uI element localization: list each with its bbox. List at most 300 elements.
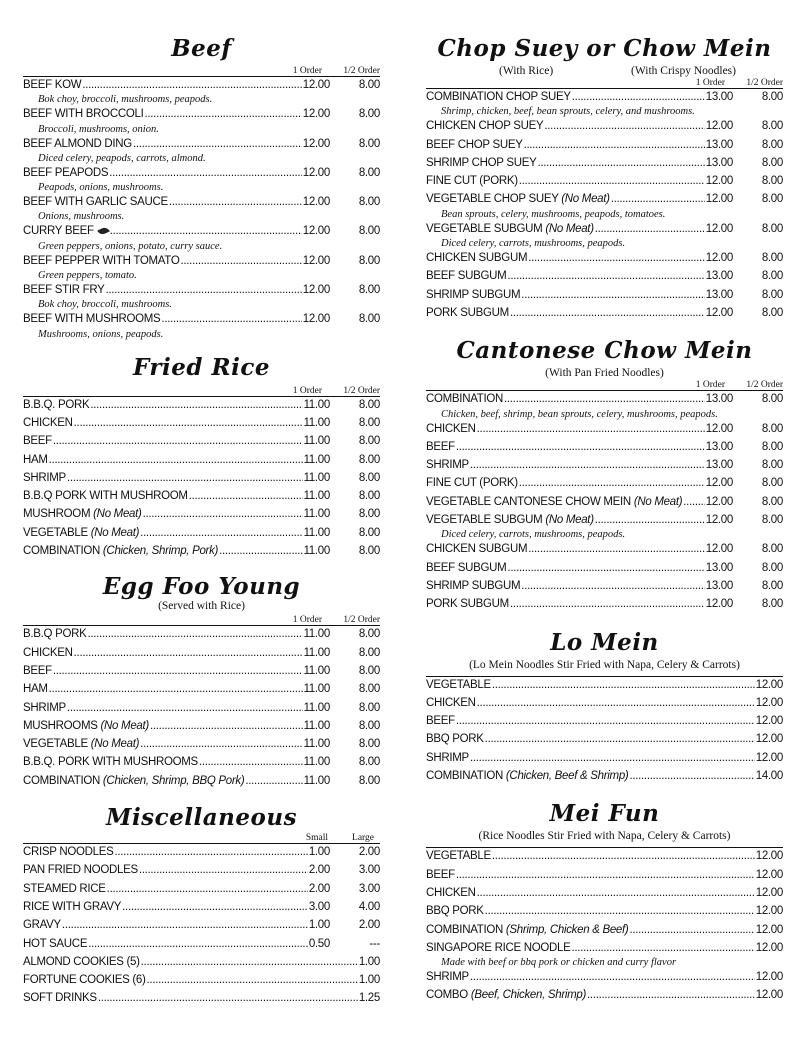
item-name xyxy=(426,91,571,103)
item-name-text: BEEF WITH GARLIC SAUCE xyxy=(23,196,168,209)
leader-dots xyxy=(62,919,308,931)
item-name xyxy=(426,733,484,745)
item-name xyxy=(23,435,52,447)
price-primary: 11.00 xyxy=(303,435,330,448)
price-secondary: 8.00 xyxy=(761,138,783,151)
price-secondary: 8.00 xyxy=(761,440,783,453)
price-primary: 1.00 xyxy=(308,846,330,859)
leader-dots xyxy=(470,459,705,471)
item-name xyxy=(426,514,594,526)
leader-dots xyxy=(161,313,301,325)
item-name-text: SHRIMP xyxy=(23,471,66,484)
item-description: Peapods, onions, mushrooms. xyxy=(38,182,164,194)
item-name-text: BBQ PORK xyxy=(426,905,484,918)
price-secondary: 8.00 xyxy=(761,393,783,406)
item-name xyxy=(426,393,503,405)
price-secondary: --- xyxy=(369,937,380,950)
item-name-text: BEEF WITH MUSHROOMS xyxy=(23,313,161,326)
menu-item xyxy=(426,496,783,514)
price-primary: 11.00 xyxy=(303,756,330,769)
item-description: Broccoli, mushrooms, onion. xyxy=(38,123,159,135)
item-name xyxy=(426,120,543,132)
price-primary: 2.00 xyxy=(308,882,330,895)
leader-dots xyxy=(74,647,303,659)
price: 12.00 xyxy=(755,733,783,746)
item-name xyxy=(426,477,518,489)
item-name xyxy=(23,138,132,150)
price-primary: 13.00 xyxy=(705,459,733,472)
section-title: Mei Fun xyxy=(549,800,660,828)
item-note: (No Meat) xyxy=(90,526,140,539)
item-name-text: PORK SUBGUM xyxy=(426,306,509,319)
price-secondary: 8.00 xyxy=(358,508,380,521)
item-name-text: CHICKEN xyxy=(23,646,73,659)
price-secondary: 8.00 xyxy=(358,664,380,677)
item-name-text: CHICKEN xyxy=(426,696,476,709)
price-secondary: 8.00 xyxy=(358,196,380,209)
item-name-text: CURRY BEEF xyxy=(23,225,94,238)
menu-item xyxy=(426,157,783,175)
item-name-text: B.B.Q PORK WITH MUSHROOM xyxy=(23,490,188,503)
item-name xyxy=(426,770,628,782)
menu-item xyxy=(23,720,380,738)
column-headers xyxy=(23,66,380,76)
item-name-text: SHRIMP xyxy=(23,701,66,714)
leader-dots xyxy=(572,942,755,954)
menu-item xyxy=(23,919,380,937)
leader-dots xyxy=(219,545,302,557)
price-secondary: 8.00 xyxy=(358,225,380,238)
leader-dots xyxy=(140,738,302,750)
price-secondary: 8.00 xyxy=(761,459,783,472)
menu-item xyxy=(426,850,783,868)
leader-dots xyxy=(90,399,302,411)
price-primary: 2.00 xyxy=(308,864,330,877)
item-name xyxy=(23,956,140,968)
item-description: Bok choy, broccoli, mushrooms, peapods. xyxy=(38,94,213,106)
leader-dots xyxy=(510,307,705,319)
header-large: Large xyxy=(352,833,374,844)
item-name xyxy=(23,665,52,677)
leader-dots xyxy=(492,679,755,691)
price-secondary: 8.00 xyxy=(761,222,783,235)
item-name-text: BEEF WITH BROCCOLI xyxy=(23,108,144,121)
item-name xyxy=(426,869,455,881)
item-name-text: BEEF STIR FRY xyxy=(23,284,105,297)
price-secondary: 8.00 xyxy=(761,477,783,490)
item-name xyxy=(23,284,105,296)
item-note: (No Meat) xyxy=(545,222,594,235)
menu-item xyxy=(426,139,783,157)
menu-item xyxy=(426,175,783,193)
item-name-text: BEEF SUBGUM xyxy=(426,561,507,574)
menu-item xyxy=(23,545,380,563)
item-name xyxy=(426,289,520,301)
item-name-text: CHICKEN xyxy=(23,416,73,429)
price-secondary: 8.00 xyxy=(358,719,380,732)
price-secondary: 8.00 xyxy=(761,543,783,556)
price-primary: 12.00 xyxy=(705,222,733,235)
leader-dots xyxy=(507,270,704,282)
menu-item xyxy=(23,846,380,864)
item-name xyxy=(23,313,160,325)
price-secondary: 4.00 xyxy=(358,900,380,913)
item-name-text: B.B.Q. PORK WITH MUSHROOMS xyxy=(23,756,198,769)
item-name-text: STEAMED RICE xyxy=(23,882,106,895)
column-headers xyxy=(23,386,380,396)
item-name-text: CRISP NOODLES xyxy=(23,846,114,859)
item-description: Bean sprouts, celery, mushrooms, peapods, tomatoes. xyxy=(441,208,666,220)
item-note: (Chicken, Shrimp, BBQ Pork) xyxy=(102,774,245,787)
leader-dots xyxy=(510,598,705,610)
leader-dots xyxy=(519,175,705,187)
item-name xyxy=(23,108,143,120)
price-primary: 11.00 xyxy=(303,664,330,677)
item-name-text: FINE CUT (PORK) xyxy=(426,175,518,188)
item-name xyxy=(426,598,509,610)
price-secondary: 8.00 xyxy=(761,91,783,103)
price-primary: 11.00 xyxy=(303,471,330,484)
price: 12.00 xyxy=(755,850,783,863)
item-name-text: COMBINATION xyxy=(23,545,100,558)
item-name-text: COMBINATION xyxy=(426,770,503,783)
menu-list xyxy=(23,399,380,564)
item-name-text: COMBINATION xyxy=(426,923,503,936)
leader-dots xyxy=(53,665,303,677)
price-primary: 13.00 xyxy=(705,270,733,283)
price-secondary: 8.00 xyxy=(761,120,783,133)
item-name-text: RICE WITH GRAVY xyxy=(23,900,122,913)
price-primary: 12.00 xyxy=(705,306,733,319)
item-name-text: BEEF xyxy=(426,440,455,453)
price-secondary: 8.00 xyxy=(358,683,380,696)
miscellaneous-section xyxy=(23,805,380,1011)
fried-rice-section xyxy=(23,355,380,564)
leader-dots xyxy=(98,992,358,1004)
item-name-text: SHRIMP SUBGUM xyxy=(426,579,521,592)
item-description: Shrimp, chicken, beef, bean sprouts, celery, and mushrooms. xyxy=(441,106,695,118)
price-secondary: 8.00 xyxy=(358,137,380,150)
leader-dots xyxy=(74,417,303,429)
divider xyxy=(426,847,783,848)
item-name-text: CHICKEN xyxy=(426,422,476,435)
price-primary: 11.00 xyxy=(303,774,330,787)
leader-dots xyxy=(595,223,705,235)
price-secondary: 8.00 xyxy=(358,254,380,267)
item-description: Onions, mushrooms. xyxy=(38,211,125,223)
menu-list xyxy=(426,393,783,616)
leader-dots xyxy=(189,490,303,502)
section-title: Cantonese Chow Mein xyxy=(456,337,753,365)
item-name xyxy=(426,752,469,764)
header-1-order: 1 Order xyxy=(695,78,725,88)
chop-suey-section xyxy=(426,36,783,325)
section-subtitle xyxy=(426,65,783,78)
item-name-text: COMBO xyxy=(426,989,468,1002)
price-primary: 12.00 xyxy=(302,225,330,238)
item-name xyxy=(426,989,586,1001)
menu-item xyxy=(426,869,783,887)
price-primary: 13.00 xyxy=(705,393,733,406)
menu-item xyxy=(426,270,783,288)
item-name xyxy=(426,423,476,435)
item-name-text: SHRIMP CHOP SUEY xyxy=(426,156,537,169)
subtitle-left: (With Rice) xyxy=(499,65,554,77)
leader-dots xyxy=(629,770,754,782)
header-half-order: 1/2 Order xyxy=(746,380,783,391)
price-primary: 11.00 xyxy=(303,508,330,521)
item-name-text: VEGETABLE xyxy=(23,738,88,751)
price: 12.00 xyxy=(755,923,783,936)
column-headers xyxy=(23,615,380,625)
item-name xyxy=(426,270,506,282)
leader-dots xyxy=(150,720,303,732)
item-name xyxy=(23,399,89,411)
item-name xyxy=(23,225,109,237)
item-note: (Shrimp, Chicken & Beef) xyxy=(505,923,629,936)
header-1-order: 1 Order xyxy=(292,615,322,626)
leader-dots xyxy=(521,289,704,301)
mei-fun-section xyxy=(426,801,783,1007)
menu-item xyxy=(426,971,783,989)
price: 14.00 xyxy=(755,770,783,783)
menu-item xyxy=(426,598,783,616)
item-name-text: SHRIMP xyxy=(426,459,469,472)
column-headers xyxy=(426,380,783,390)
leader-dots xyxy=(140,527,302,539)
price-primary: 11.00 xyxy=(303,683,330,696)
header-half-order: 1/2 Order xyxy=(343,385,380,396)
item-name-text: CHICKEN SUBGUM xyxy=(426,543,528,556)
item-name xyxy=(426,905,484,917)
item-name xyxy=(426,924,628,936)
leader-dots xyxy=(456,715,755,727)
header-1-order: 1 Order xyxy=(292,66,322,76)
leader-dots xyxy=(141,956,358,968)
section-title: Egg Foo Young xyxy=(102,573,301,601)
menu-item xyxy=(426,543,783,561)
price-secondary: 8.00 xyxy=(358,471,380,484)
beef-section xyxy=(23,36,380,343)
item-name xyxy=(426,942,571,954)
price-primary: 11.00 xyxy=(303,628,330,641)
price-primary: 11.00 xyxy=(303,646,330,659)
item-name-text: BEEF ALMOND DING xyxy=(23,137,132,150)
item-name-text: CHICKEN CHOP SUEY xyxy=(426,120,544,133)
header-small: Small xyxy=(305,833,328,844)
price-primary: 12.00 xyxy=(705,514,733,527)
price-secondary: 8.00 xyxy=(761,288,783,301)
menu-item xyxy=(23,508,380,526)
item-description: Mushrooms, onions, peapods. xyxy=(38,328,164,340)
divider xyxy=(426,676,783,677)
price-primary: 13.00 xyxy=(705,138,733,151)
price-secondary: 8.00 xyxy=(358,701,380,714)
price-primary: 13.00 xyxy=(705,440,733,453)
spicy-pepper-icon xyxy=(97,226,110,236)
item-name xyxy=(23,974,146,986)
leader-dots xyxy=(106,284,302,296)
item-name xyxy=(23,454,48,466)
leader-dots xyxy=(49,683,303,695)
leader-dots xyxy=(456,441,705,453)
item-name xyxy=(426,887,476,899)
header-half-order: 1/2 Order xyxy=(746,78,783,88)
right-column xyxy=(426,0,783,1008)
price: 12.00 xyxy=(755,971,783,984)
header-half-order: 1/2 Order xyxy=(343,66,380,76)
item-name-text: ALMOND COOKIES (5) xyxy=(23,955,140,968)
item-note: (No Meat) xyxy=(633,495,683,508)
menu-item xyxy=(426,289,783,307)
item-name-text: SOFT DRINKS xyxy=(23,992,97,1005)
price: 12.00 xyxy=(755,715,783,728)
subtitle-right: (With Crispy Noodles) xyxy=(631,65,736,77)
price-secondary: 8.00 xyxy=(358,490,380,503)
price-secondary: 8.00 xyxy=(761,579,783,592)
price-primary: 13.00 xyxy=(705,91,733,103)
menu-item xyxy=(426,924,783,942)
price-secondary: 8.00 xyxy=(358,628,380,641)
item-name xyxy=(426,139,523,151)
menu-item xyxy=(426,752,783,770)
menu-item xyxy=(23,399,380,417)
item-name-text: COMBINATION xyxy=(426,393,503,406)
menu-item xyxy=(426,989,783,1007)
leader-dots xyxy=(477,697,755,709)
leader-dots xyxy=(49,454,303,466)
item-description: Made with beef or bbq pork or chicken and curry flavor xyxy=(441,957,677,969)
leader-dots xyxy=(519,477,705,489)
price-primary: 12.00 xyxy=(705,175,733,188)
menu-item xyxy=(23,775,380,793)
item-name xyxy=(426,157,536,169)
egg-foo-young-section xyxy=(23,574,380,793)
leader-dots xyxy=(504,393,705,405)
item-name-text: PORK SUBGUM xyxy=(426,598,509,611)
leader-dots xyxy=(169,196,302,208)
price: 1.25 xyxy=(358,992,380,1005)
item-description: Bok choy, broccoli, mushrooms. xyxy=(38,299,172,311)
menu-item xyxy=(23,527,380,545)
item-name xyxy=(23,508,142,520)
item-note: (Chicken, Shrimp, Pork) xyxy=(102,545,219,558)
item-name xyxy=(23,79,81,91)
item-description: Diced celery, carrots, mushrooms, peapods. xyxy=(441,529,626,541)
section-title: Fried Rice xyxy=(133,353,270,381)
menu-item xyxy=(23,628,380,646)
item-name-text: VEGETABLE xyxy=(426,850,491,863)
item-name xyxy=(426,971,469,983)
item-name-text: VEGETABLE xyxy=(23,526,88,539)
price-primary: 12.00 xyxy=(705,477,733,490)
item-name xyxy=(426,175,518,187)
item-name xyxy=(23,883,106,895)
section-title: Lo Mein xyxy=(550,628,659,656)
leader-dots xyxy=(109,167,301,179)
price: 1.00 xyxy=(358,955,380,968)
leader-dots xyxy=(180,255,301,267)
menu-item xyxy=(426,679,783,697)
price-primary: 11.00 xyxy=(303,526,330,539)
item-description: Diced celery, carrots, mushrooms, peapods. xyxy=(441,238,626,250)
item-name-text: BEEF xyxy=(23,435,52,448)
item-name xyxy=(23,864,138,876)
item-name-text: BEEF PEPPER WITH TOMATO xyxy=(23,254,180,267)
item-name xyxy=(23,647,73,659)
item-name xyxy=(23,775,244,787)
item-name xyxy=(23,628,86,640)
item-name-text: B.B.Q PORK xyxy=(23,628,87,641)
price-secondary: 8.00 xyxy=(358,646,380,659)
price-secondary: 2.00 xyxy=(358,919,380,932)
section-subtitle: (Lo Mein Noodles Stir Fried with Napa, Celery & Carrots) xyxy=(469,658,740,671)
item-name-text: VEGETABLE SUBGUM xyxy=(426,222,543,235)
leader-dots xyxy=(67,472,303,484)
price-secondary: 8.00 xyxy=(761,495,783,508)
price-secondary: 8.00 xyxy=(358,774,380,787)
leader-dots xyxy=(528,543,704,555)
divider xyxy=(426,390,783,391)
menu-list xyxy=(426,850,783,1007)
price-primary: 11.00 xyxy=(303,416,330,429)
leader-dots xyxy=(587,989,755,1001)
item-note: (No Meat) xyxy=(93,508,142,521)
price-primary: 11.00 xyxy=(303,490,330,503)
item-name-text: MUSHROOMS xyxy=(23,719,98,732)
price-secondary: 8.00 xyxy=(761,193,783,206)
item-name-text: FINE CUT (PORK) xyxy=(426,477,518,490)
item-description: Green peppers, onions, potato, curry sauce. xyxy=(38,240,223,252)
menu-list xyxy=(426,91,783,325)
item-name xyxy=(23,938,87,950)
leader-dots xyxy=(470,752,755,764)
leader-dots xyxy=(245,775,302,787)
price-primary: 12.00 xyxy=(302,137,330,150)
item-name xyxy=(426,252,527,264)
price-primary: 12.00 xyxy=(705,598,733,611)
leader-dots xyxy=(144,108,301,120)
price-secondary: 8.00 xyxy=(358,108,380,121)
item-name xyxy=(23,545,218,557)
section-title: Miscellaneous xyxy=(105,804,298,832)
menu-list xyxy=(23,846,380,956)
menu-item xyxy=(426,477,783,495)
divider xyxy=(426,88,783,89)
price-primary: 13.00 xyxy=(705,561,733,574)
price-primary: 13.00 xyxy=(705,156,733,169)
price: 12.00 xyxy=(755,941,783,954)
menu-item xyxy=(23,435,380,453)
price: 12.00 xyxy=(755,905,783,918)
item-name-text: COMBINATION CHOP SUEY xyxy=(426,91,571,103)
menu-item xyxy=(426,697,783,715)
price-primary: 12.00 xyxy=(705,422,733,435)
menu-item xyxy=(23,992,380,1010)
menu-item xyxy=(23,647,380,665)
menu-item xyxy=(23,938,380,956)
item-name-text: COMBINATION xyxy=(23,774,100,787)
section-subtitle: (Served with Rice) xyxy=(158,600,245,613)
item-name xyxy=(23,738,139,750)
leader-dots xyxy=(477,887,755,899)
menu-item xyxy=(426,770,783,788)
leader-dots xyxy=(544,120,704,132)
leader-dots xyxy=(114,846,307,858)
leader-dots xyxy=(82,79,301,91)
price-secondary: 8.00 xyxy=(761,598,783,611)
left-column xyxy=(23,0,380,1011)
